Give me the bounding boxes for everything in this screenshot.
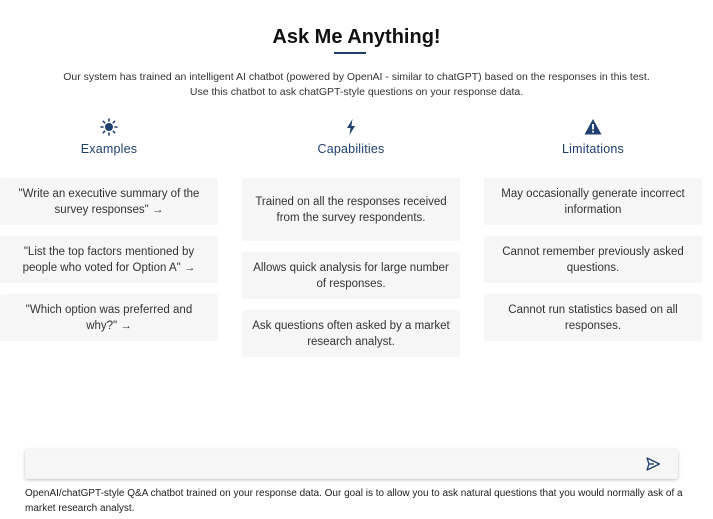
limitation-card-2 — [484, 236, 702, 283]
limitation-text: Cannot run statistics based on all responses. — [508, 303, 678, 332]
footer-text: OpenAI/chatGPT-style Q&A chatbot trained on your response data. Our goal is to allow you to ask natural questions that you would normally ask of a market research analyst. — [25, 488, 683, 514]
capabilities-label: Capabilities — [317, 142, 385, 156]
example-text: "Write an executive summary of the survey responses" → — [18, 187, 200, 216]
limitations-column — [484, 118, 702, 332]
example-text: "Which option was preferred and why?" → — [25, 303, 193, 332]
page-title: Ask Me Anything! — [272, 26, 441, 48]
capability-text: Trained on all the responses received from the survey respondents. — [255, 195, 447, 224]
examples-column — [0, 118, 218, 332]
capability-card-2 — [242, 252, 460, 299]
examples-header — [0, 118, 218, 160]
limitation-card-3 — [484, 294, 702, 341]
limitations-label: Limitations — [562, 142, 624, 156]
chat-input[interactable] — [25, 449, 678, 479]
capabilities-header — [242, 118, 460, 160]
warning-icon — [584, 118, 602, 136]
example-card-3[interactable] — [0, 294, 218, 341]
send-icon[interactable] — [645, 456, 661, 472]
intro-line-1: Our system has trained an intelligent AI chatbot (powered by OpenAI - similar to chatGPT) based on the responses in this test. — [63, 71, 650, 83]
intro-text — [0, 70, 713, 100]
limitation-text: Cannot remember previously asked questions. — [502, 245, 684, 274]
title-underline — [334, 52, 366, 54]
example-card-2[interactable] — [0, 236, 218, 283]
capability-card-3 — [242, 310, 460, 357]
examples-label: Examples — [80, 142, 138, 156]
intro-line-2: Use this chatbot to ask chatGPT-style questions on your response data. — [189, 86, 524, 98]
limitation-text: May occasionally generate incorrect information — [501, 187, 685, 216]
lightning-icon — [342, 118, 360, 136]
capability-text: Ask questions often asked by a market research analyst. — [252, 319, 450, 348]
limitations-header — [484, 118, 702, 160]
capability-card-1 — [242, 178, 460, 241]
example-card-1[interactable] — [0, 178, 218, 225]
limitation-card-1 — [484, 178, 702, 225]
capability-text: Allows quick analysis for large number of responses. — [253, 261, 449, 290]
capabilities-column — [242, 118, 460, 348]
sun-icon — [100, 118, 118, 136]
example-text: "List the top factors mentioned by people who voted for Option A" → — [22, 245, 196, 274]
